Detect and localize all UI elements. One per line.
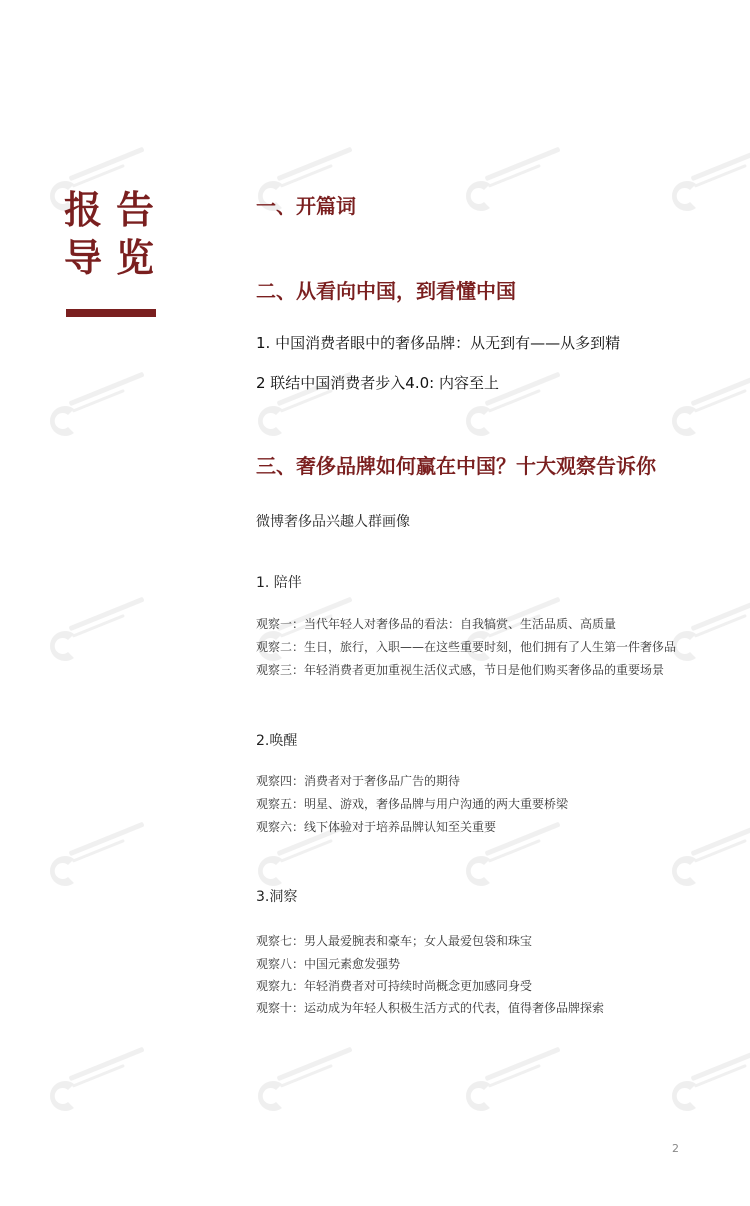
section-2-heading: 二、从看向中国，到看懂中国 [256,279,516,303]
section-3-subheading: 微博奢侈品兴趣人群画像 [256,514,410,530]
section-3-heading: 三、奢侈品牌如何赢在中国？十大观察告诉你 [256,454,656,478]
observation-item: 观察六：线下体验对于培养品牌认知至关重要 [256,820,497,834]
group-1-title: 1. 陪伴 [256,575,302,591]
group-2-title: 2.唤醒 [256,733,298,749]
watermark-logo [666,845,750,905]
observation-item: 观察三：年轻消费者更加重视生活仪式感，节日是他们购买奢侈品的重要场景 [256,663,665,677]
watermark-logo [460,170,610,230]
watermark-logo [666,1070,750,1130]
observation-item: 观察七：男人最爱腕表和豪车；女人最爱包袋和珠宝 [256,934,533,948]
watermark-logo [44,620,194,680]
guide-title-line-2: 导览 [64,236,169,280]
watermark-logo [252,1070,402,1130]
watermark-logo [460,845,610,905]
watermark-logo [666,620,750,680]
page-number: 2 [672,1142,679,1155]
observation-item: 观察一：当代年轻人对奢侈品的看法：自我犒赏、生活品质、高质量 [256,617,617,631]
watermark-logo [460,1070,610,1130]
report-guide-title [64,186,169,282]
watermark-logo [252,395,402,455]
section-1-heading: 一、开篇词 [256,194,356,218]
observation-item: 观察九：年轻消费者对可持续时尚概念更加感同身受 [256,979,533,993]
watermark-logo [44,395,194,455]
watermark-logo [666,395,750,455]
observation-item: 观察八：中国元素愈发强势 [256,957,401,971]
guide-title-line-1: 报告 [64,188,169,232]
watermark-logo [460,395,610,455]
observation-item: 观察五：明星、游戏，奢侈品牌与用户沟通的两大重要桥梁 [256,797,569,811]
watermark-logo [44,845,194,905]
section-2-item: 2 联结中国消费者步入4.0: 内容至上 [256,374,499,392]
group-3-title: 3.洞察 [256,889,298,905]
watermark-logo [44,1070,194,1130]
watermark-logo [666,170,750,230]
observation-item: 观察十：运动成为年轻人积极生活方式的代表，值得奢侈品牌探索 [256,1001,605,1015]
section-2-item: 1. 中国消费者眼中的奢侈品牌：从无到有——从多到精 [256,334,621,352]
observation-item: 观察二：生日，旅行，入职——在这些重要时刻，他们拥有了人生第一件奢侈品 [256,640,677,654]
guide-title-underline [66,309,156,317]
observation-item: 观察四：消费者对于奢侈品广告的期待 [256,774,461,788]
